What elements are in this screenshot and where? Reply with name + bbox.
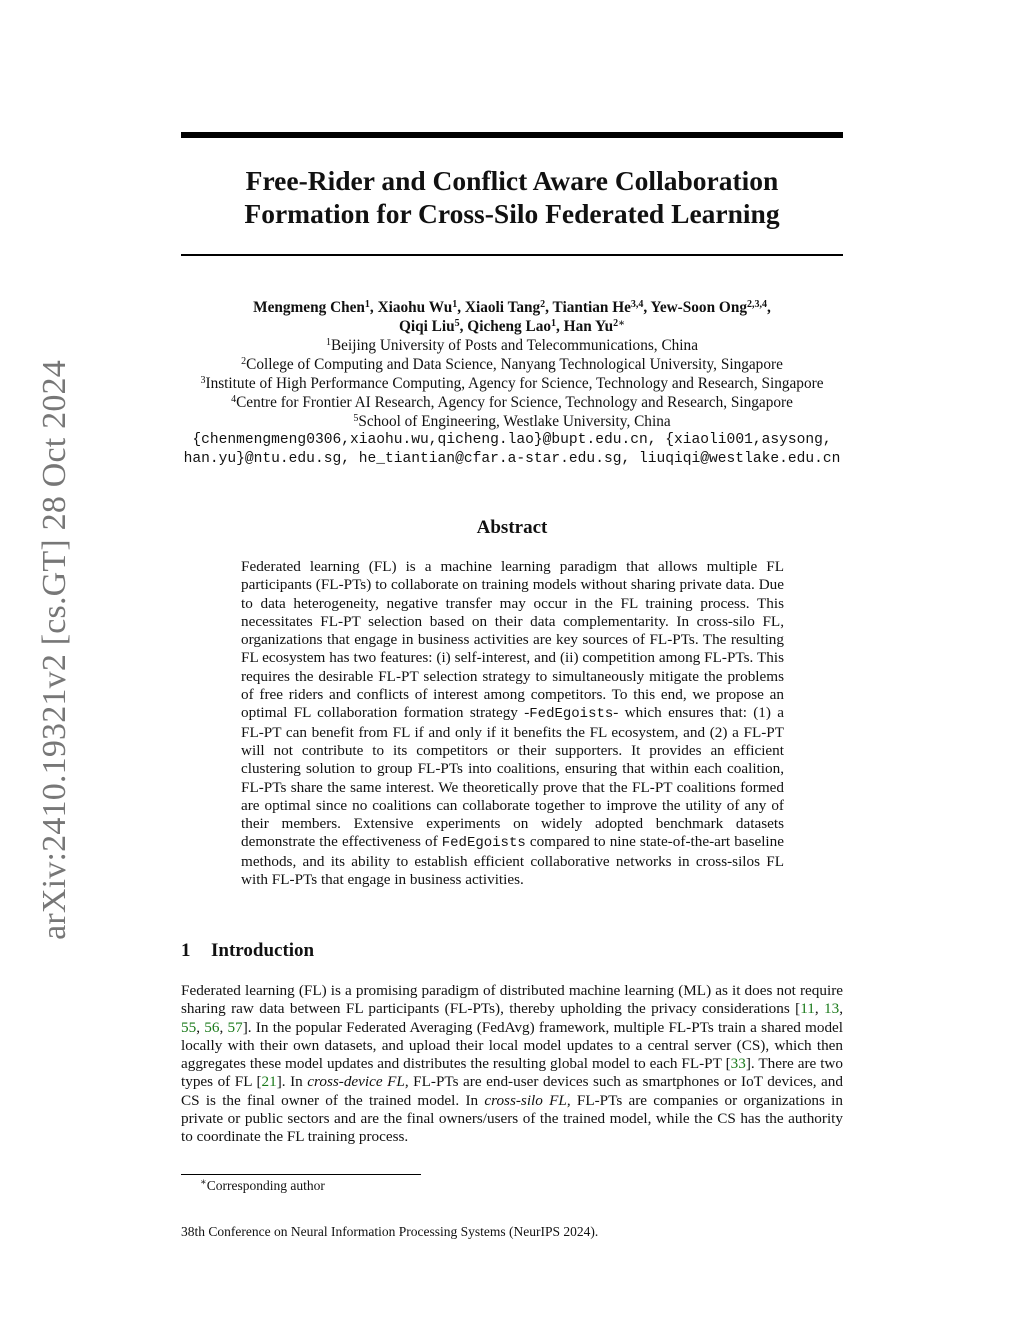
author-name: Qicheng Lao — [467, 318, 552, 335]
affiliation-2 — [150, 355, 874, 374]
venue-note: 38th Conference on Neural Information Processing Systems (NeurIPS 2024). — [181, 1224, 599, 1239]
author-block — [150, 298, 874, 469]
citation-link[interactable]: 21 — [261, 1073, 277, 1091]
author-name: Xiaoli Tang — [464, 299, 541, 316]
intro-text: Federated learning (FL) is a promising paradigm of distributed machine learning (ML) as it does not require sharing raw data between FL participants (FL-PTs), thereby upholding the privacy considerations [ — [181, 982, 843, 1018]
method-name: FedEgoists — [441, 835, 526, 852]
affiliation-5 — [150, 412, 874, 431]
section-title: Introduction — [211, 940, 315, 961]
citation-link[interactable]: 57 — [227, 1018, 243, 1036]
affiliation-text: Centre for Frontier AI Research, Agency for Science, Technology and Research, Singapore — [236, 394, 793, 411]
abstract-text: - which ensures that: (1) a FL-PT can benefit from FL if and only if it benefits the FL ecosystem, and (2) a FL-PT will not contribute to its competitors or their supporters. It provides an efficient clustering solution to group FL-PTs into coalitions, ensuring that within each coalition, FL-PTs share the same interest. We theoretically prove that the FL-PT coalitions formed are optimal since no coalitions can collaborate together to improve the utility of any of their members. Extensive experiments on widely adopted benchmark datasets demonstrate the effectiveness of — [241, 704, 784, 851]
author-name: Tiantian He — [552, 299, 631, 316]
title-line-1: Free-Rider and Conflict Aware Collaboration — [245, 165, 779, 196]
author-affiliation-mark: 2,3,4 — [746, 299, 767, 310]
affiliation-4 — [150, 393, 874, 412]
abstract-body — [241, 558, 784, 889]
affiliation-mark: 2 — [241, 356, 247, 367]
email-line-2[interactable]: han.yu}@ntu.edu.sg, he_tiantian@cfar.a-star.edu.sg, liuqiqi@westlake.edu.cn — [183, 451, 841, 467]
emphasis-term: cross-device FL — [307, 1073, 405, 1091]
footnote-rule — [181, 1174, 421, 1175]
intro-text: , FL-PTs are end-user devices such as smartphones or IoT devices, and CS is the final owner of the trained model. In — [181, 1073, 843, 1109]
author-affiliation-mark: 5 — [454, 318, 460, 329]
footnote-text: Corresponding author — [206, 1178, 325, 1193]
arxiv-identifier: arXiv:2410.19321v2 [cs.GT] 28 Oct 2024 — [36, 360, 73, 940]
author-affiliation-mark: 1 — [364, 299, 370, 310]
citation-link[interactable]: 33 — [730, 1055, 746, 1073]
author-name: Qiqi Liu — [398, 318, 455, 335]
email-line-1[interactable]: {chenmengmeng0306,xiaohu.wu,qicheng.lao}@bupt.edu.cn, {xiaoli001,asysong, — [192, 432, 832, 448]
author-name: Yew-Soon Ong — [650, 299, 747, 316]
affiliation-text: Beijing University of Posts and Telecommunications, China — [330, 337, 698, 354]
affiliation-mark: 4 — [231, 394, 237, 405]
intro-text: ]. In — [276, 1073, 308, 1091]
title-top-rule — [181, 132, 843, 138]
abstract-heading: Abstract — [476, 517, 548, 538]
title-line-2: Formation for Cross-Silo Federated Learning — [244, 198, 780, 229]
citation-link[interactable]: 56 — [204, 1018, 220, 1036]
section-number: 1 — [181, 940, 191, 961]
affiliation-1 — [150, 336, 874, 355]
abstract-text: compared to nine state-of-the-art baseline methods, and its ability to establish efficient collaborative networks in cross-silos FL with FL-PTs that engage in business activities. — [241, 833, 784, 889]
author-name: Mengmeng Chen — [253, 299, 365, 316]
affiliation-mark: 1 — [325, 337, 331, 348]
method-name: FedEgoists — [529, 706, 614, 723]
arxiv-sidebar — [30, 360, 80, 940]
author-affiliation-mark: 1 — [551, 318, 557, 329]
affiliation-3 — [150, 374, 874, 393]
author-names-line-2: Qiqi Liu$^5$, Qicheng Lao$^1$, Han $Yu^{2∗}$ — [398, 318, 626, 335]
citation-link[interactable]: 55 — [181, 1018, 197, 1036]
author-name: Xiaohu Wu — [377, 299, 453, 316]
author-affiliation-mark: 2∗ — [613, 318, 626, 329]
author-affiliation-mark: 1 — [452, 299, 458, 310]
citation-link[interactable]: 13 — [824, 1000, 840, 1018]
title-bottom-rule — [181, 254, 843, 256]
affiliation-mark: 3 — [200, 375, 206, 386]
affiliation-text: College of Computing and Data Science, Nanyang Technological University, Singapore — [246, 356, 783, 373]
intro-text: , FL-PTs are companies or organizations in private or public sectors and are the final owners/users of the trained model, while the CS has the authority to coordinate the FL training process. — [181, 1091, 844, 1146]
paper-title — [181, 164, 843, 230]
affiliation-text: School of Engineering, Westlake University, China — [358, 413, 671, 430]
affiliation-mark: 5 — [353, 413, 359, 424]
intro-text: ]. There are two types of FL [ — [181, 1055, 843, 1091]
author-affiliation-mark: 2 — [540, 299, 546, 310]
affiliation-text: Institute of High Performance Computing, Agency for Science, Technology and Research, Singapore — [205, 375, 824, 392]
footnote-mark: ∗ — [200, 1177, 207, 1188]
abstract-text: Federated learning (FL) is a machine learning paradigm that allows multiple FL participants (FL-PTs) to collaborate on training models without sharing private data. Due to data heterogeneity, negative transfer may occur in the FL training process. This necessitates FL-PT selection based on their data complementarity. In cross-silo FL, organizations that engage in business activities are key sources of FL-PTs. The resulting FL ecosystem has two features: (i) self-interest, and (ii) competition among FL-PTs. This requires the desirable FL-PT selection strategy to simultaneously mitigate the problems of free riders and conflicts of interest among competitors. To this end, we propose an optimal FL collaboration formation strategy - — [241, 558, 784, 722]
citation-link[interactable]: 11 — [800, 1000, 815, 1018]
emphasis-term: cross-silo FL — [484, 1091, 567, 1109]
author-name: Han Yu — [563, 318, 614, 335]
author-affiliation-mark: 3,4 — [630, 299, 644, 310]
introduction-body: Federated learning (FL) is a promising paradigm of distributed machine learning (ML) as it does not require sharing raw data between FL participants (FL-PTs), thereby upholding the privacy considerations [11, 13, 55, 56, 57]. In the popular Federated Averaging (FedAvg) framework, multiple FL-PTs train a shared model locally with their own datasets, and upload their local model updates to a central server (CS), which then aggregates these model updates and distributes the resulting global model to each FL-PT [33]. There are two types of FL [21]. In cross-device FL, FL-PTs are end-user devices such as smartphones or IoT devices, and CS is the final owner of the trained model. In cross-silo FL, FL-PTs are companies or organizations in private or public sectors and are the final owners/users of the trained model, while the CS has the authority to coordinate the FL training process. — [181, 982, 844, 1146]
section-heading-introduction — [181, 940, 314, 962]
intro-text: ]. In the popular Federated Averaging (FedAvg) framework, multiple FL-PTs train a shared model locally with their own datasets, and upload their local model updates to a central server (CS), which then aggregates these model updates and distributes the resulting global model to each FL-PT [ — [181, 1018, 844, 1073]
footnote — [200, 1178, 325, 1194]
author-names-line-1: Mengmeng Chen$^1$, Xiaohu Wu$^1$, Xiaoli Tang$^2$, Tiantian He$^{3,4}$, Yew-Soon Ong$^{2,3,4}$, — [253, 299, 771, 316]
